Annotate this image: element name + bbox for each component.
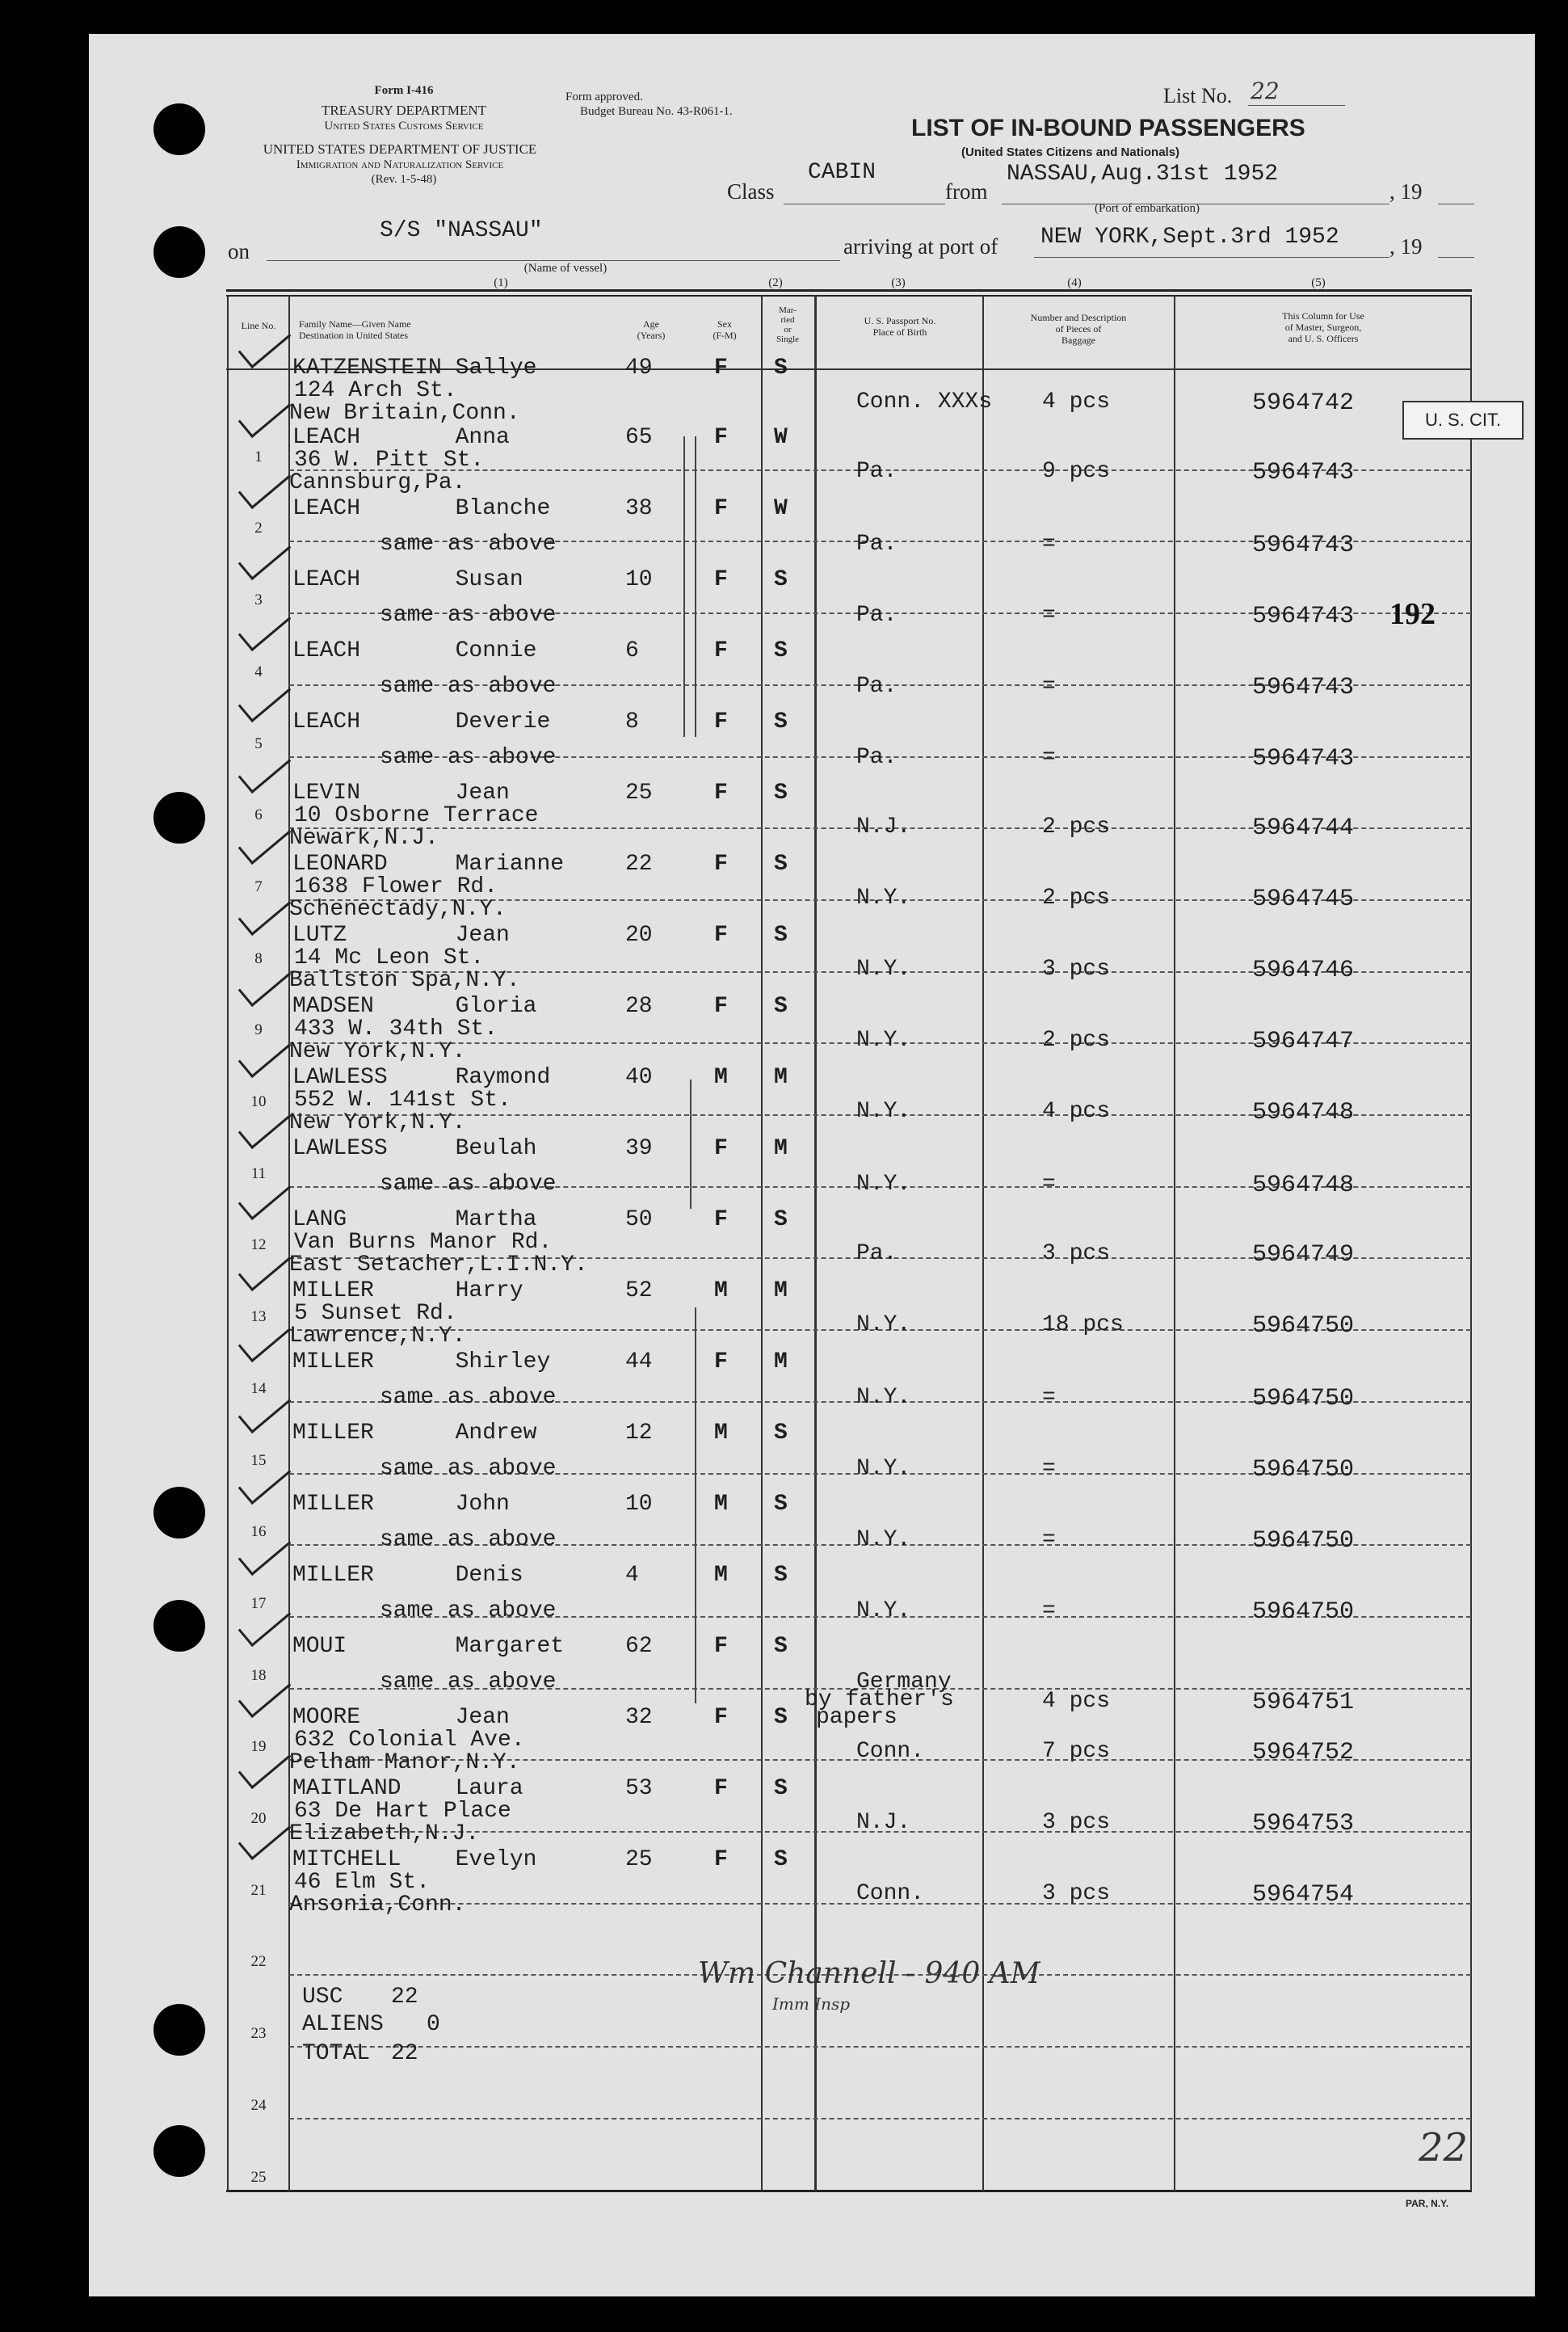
line-number: 22 <box>250 1953 267 1971</box>
passenger-sex: F <box>714 496 728 521</box>
family-bracket <box>683 436 685 737</box>
passenger-age: 52 <box>625 1278 653 1303</box>
passenger-age: 22 <box>625 852 653 877</box>
passenger-marital: M <box>774 1136 788 1161</box>
col-header-sex: Sex (F-M) <box>713 318 737 341</box>
col-num-3: (3) <box>891 276 906 289</box>
arriving-year-underline <box>1438 257 1474 258</box>
passenger-age: 49 <box>625 356 653 381</box>
col-header-name: Family Name—Given Name Destination in United States <box>299 318 411 341</box>
revision: (Rev. 1-5-48) <box>371 173 437 186</box>
punch-hole <box>153 1600 205 1652</box>
passenger-officer-number: 5964749 <box>1252 1241 1355 1269</box>
passenger-baggage: 9 pcs <box>1042 459 1111 484</box>
passenger-baggage: = <box>1042 745 1056 770</box>
passenger-birthplace: Conn. <box>856 1881 925 1906</box>
passenger-name: LEACH Deverie <box>292 709 551 735</box>
passenger-officer-number: 5964748 <box>1252 1099 1355 1126</box>
family-bracket <box>695 1307 696 1703</box>
passenger-name: MILLER Shirley <box>292 1349 551 1374</box>
passenger-baggage: = <box>1042 603 1056 628</box>
line-number: 4 <box>254 663 263 680</box>
passenger-marital: S <box>774 781 788 806</box>
passenger-birthplace: N.Y. <box>856 1385 911 1410</box>
line-number: 21 <box>250 1881 267 1899</box>
passenger-sex: M <box>714 1492 728 1517</box>
passenger-birthplace-line3: papers <box>816 1705 898 1730</box>
col-divider-right <box>1470 295 1472 2191</box>
passenger-officer-number: 5964745 <box>1252 886 1355 913</box>
passenger-marital: S <box>774 1634 788 1659</box>
passenger-address-line2: Elizabeth,N.J. <box>289 1821 480 1846</box>
passenger-birthplace: N.Y. <box>856 1028 911 1053</box>
passenger-baggage: = <box>1042 1385 1056 1410</box>
passenger-birthplace: Germany <box>856 1669 952 1694</box>
line-number: 12 <box>250 1236 267 1254</box>
passenger-sex: M <box>714 1421 728 1446</box>
passenger-officer-number: 5964750 <box>1252 1385 1355 1412</box>
passenger-baggage: = <box>1042 532 1056 557</box>
passenger-baggage: = <box>1042 1172 1056 1197</box>
line-number: 23 <box>250 2025 267 2043</box>
passenger-address-line2: New York,N.Y. <box>289 1110 466 1135</box>
col-divider-name <box>761 295 763 2191</box>
line-number: 19 <box>250 1738 267 1756</box>
passenger-name: MILLER Harry <box>292 1278 523 1303</box>
passenger-birthplace: N.Y. <box>856 1598 911 1623</box>
from-year-suffix: , 19 <box>1389 179 1423 204</box>
passenger-sex: F <box>714 1847 728 1872</box>
passenger-officer-number: 5964743 <box>1252 603 1355 630</box>
passenger-address: same as above <box>380 1385 557 1410</box>
passenger-officer-number: 5964750 <box>1252 1312 1355 1340</box>
corner-mark: 22 <box>1419 2125 1469 2170</box>
col-divider-baggage <box>1174 295 1175 2191</box>
passenger-age: 10 <box>625 1492 653 1517</box>
passenger-address-line1: 433 W. 34th St. <box>294 1017 498 1042</box>
passenger-baggage: = <box>1042 1527 1056 1552</box>
passenger-sex: F <box>714 1207 728 1232</box>
vessel-underline <box>267 260 840 261</box>
passenger-age: 39 <box>625 1136 653 1161</box>
form-approved: Form approved. <box>565 91 643 103</box>
col-divider-passport <box>982 295 984 2191</box>
passenger-sex: F <box>714 638 728 663</box>
col-header-baggage: Number and Description of Pieces of Baggage <box>1030 312 1127 346</box>
usc-label: USC <box>302 1985 343 2010</box>
line-number: 6 <box>254 806 263 824</box>
arriving-underline <box>1034 257 1389 258</box>
passenger-age: 62 <box>625 1634 653 1659</box>
passenger-sex: F <box>714 1349 728 1374</box>
passenger-officer-number: 5964743 <box>1252 532 1355 559</box>
passenger-sex: F <box>714 425 728 450</box>
passenger-birthplace: N.Y. <box>856 1527 911 1552</box>
list-no-value: 22 <box>1251 78 1280 104</box>
passenger-sex: F <box>714 923 728 948</box>
officer-signature: Wm Channell - 940 AM <box>698 1957 1040 1990</box>
table-top-border <box>226 289 1472 292</box>
col-header-line-no: Line No. <box>241 320 276 331</box>
punch-hole <box>153 226 205 278</box>
passenger-address-line1: 5 Sunset Rd. <box>294 1301 457 1326</box>
passenger-birthplace: N.Y. <box>856 1456 911 1481</box>
passenger-birthplace: N.Y. <box>856 886 911 911</box>
passenger-birthplace: Conn. <box>856 1739 925 1764</box>
passenger-marital: S <box>774 1563 788 1588</box>
col-header-officers: This Column for Use of Master, Surgeon, and U. S. Officers <box>1282 310 1364 344</box>
passenger-name: MOORE Jean <box>292 1705 510 1730</box>
passenger-baggage: 2 pcs <box>1042 815 1111 840</box>
passenger-baggage: = <box>1042 1456 1056 1481</box>
passenger-age: 12 <box>625 1421 653 1446</box>
punch-hole <box>153 103 205 155</box>
punch-hole <box>153 1487 205 1539</box>
passenger-address-line2: Ballston Spa,N.Y. <box>289 968 520 993</box>
passenger-birthplace: N.Y. <box>856 1172 911 1197</box>
passenger-address-line1: Van Burns Manor Rd. <box>294 1230 553 1255</box>
passenger-name: MADSEN Gloria <box>292 994 537 1019</box>
passenger-birthplace-line2: by father's <box>805 1687 954 1712</box>
passenger-age: 44 <box>625 1349 653 1374</box>
class-value: CABIN <box>808 160 876 185</box>
col-divider-left <box>227 295 229 2191</box>
passenger-baggage: 3 pcs <box>1042 1881 1111 1906</box>
passenger-name: LEACH Connie <box>292 638 537 663</box>
port-note: (Port of embarkation) <box>1095 202 1200 215</box>
passenger-age: 4 <box>625 1563 639 1588</box>
passenger-sex: F <box>714 1136 728 1161</box>
passenger-address: same as above <box>380 1598 557 1623</box>
passenger-marital: S <box>774 852 788 877</box>
passenger-marital: S <box>774 1847 788 1872</box>
passenger-age: 50 <box>625 1207 653 1232</box>
passenger-age: 25 <box>625 781 653 806</box>
budget-bureau: Budget Bureau No. 43-R061-1. <box>580 105 733 118</box>
passenger-sex: F <box>714 781 728 806</box>
passenger-birthplace: Pa. <box>856 459 898 484</box>
passenger-name: LEACH Blanche <box>292 496 551 521</box>
line-number: 14 <box>250 1379 267 1397</box>
table-top-border-inner <box>226 295 1472 297</box>
officer-title: Imm Insp <box>772 1994 851 2014</box>
passenger-marital: S <box>774 567 788 592</box>
passenger-baggage: = <box>1042 1598 1056 1623</box>
arriving-year-suffix: , 19 <box>1389 234 1423 259</box>
from-value: NASSAU,Aug.31st 1952 <box>1007 162 1279 187</box>
line-number: 8 <box>254 949 263 967</box>
passenger-birthplace: Pa. <box>856 745 898 770</box>
passenger-birthplace: N.Y. <box>856 957 911 982</box>
passenger-age: 8 <box>625 709 639 735</box>
passenger-sex: F <box>714 852 728 877</box>
passenger-sex: F <box>714 1634 728 1659</box>
passenger-birthplace: N.J. <box>856 815 911 840</box>
passenger-name: MILLER Denis <box>292 1563 523 1588</box>
passenger-marital: M <box>774 1065 788 1090</box>
passenger-baggage: 4 pcs <box>1042 1689 1111 1714</box>
passenger-address-line2: Schenectady,N.Y. <box>289 897 507 922</box>
punch-hole <box>153 792 205 844</box>
footer-mark: PAR, N.Y. <box>1406 2198 1449 2209</box>
passenger-officer-number: 5964748 <box>1252 1172 1355 1199</box>
passenger-officer-number: 5964747 <box>1252 1028 1355 1055</box>
passenger-sex: F <box>714 567 728 592</box>
passenger-age: 28 <box>625 994 653 1019</box>
passenger-birthplace: N.Y. <box>856 1099 911 1124</box>
passenger-baggage: 3 pcs <box>1042 1810 1111 1835</box>
passenger-birthplace: N.J. <box>856 1810 911 1835</box>
passenger-address-line1: 632 Colonial Ave. <box>294 1728 525 1753</box>
passenger-sex: M <box>714 1065 728 1090</box>
family-bracket <box>695 436 696 737</box>
passenger-officer-number: 5964744 <box>1252 815 1355 842</box>
passenger-age: 25 <box>625 1847 653 1872</box>
passenger-sex: F <box>714 994 728 1019</box>
arriving-value: NEW YORK,Sept.3rd 1952 <box>1040 225 1339 250</box>
passenger-sex: F <box>714 709 728 735</box>
passenger-marital: W <box>774 496 788 521</box>
col-num-4: (4) <box>1067 276 1082 289</box>
ins-service: Immigration and Naturalization Service <box>296 158 504 171</box>
passenger-birthplace: Conn. XXXs <box>856 389 993 415</box>
passenger-sex: M <box>714 1563 728 1588</box>
passenger-address-line1: 36 W. Pitt St. <box>294 448 485 473</box>
page-title: LIST OF IN-BOUND PASSENGERS <box>911 115 1305 141</box>
passenger-officer-number: 5964742 <box>1252 389 1355 417</box>
arriving-label: arriving at port of <box>843 234 998 259</box>
treasury-dept: TREASURY DEPARTMENT <box>321 103 487 118</box>
usc-value: 22 <box>391 1985 418 2010</box>
customs-service: United States Customs Service <box>324 120 484 133</box>
line-number: 20 <box>250 1810 267 1827</box>
passenger-age: 6 <box>625 638 639 663</box>
passenger-marital: M <box>774 1278 788 1303</box>
passenger-officer-number: 5964751 <box>1252 1689 1355 1716</box>
line-number: 9 <box>254 1021 263 1039</box>
passenger-marital: S <box>774 709 788 735</box>
passenger-baggage: 2 pcs <box>1042 1028 1111 1053</box>
passenger-officer-number: 5964750 <box>1252 1456 1355 1484</box>
passenger-baggage: 7 pcs <box>1042 1739 1111 1764</box>
passenger-name: MILLER Andrew <box>292 1421 537 1446</box>
passenger-name: LUTZ Jean <box>292 923 510 948</box>
passenger-baggage: = <box>1042 674 1056 699</box>
line-number: 11 <box>250 1164 267 1182</box>
passenger-address: same as above <box>380 1669 557 1694</box>
passenger-marital: S <box>774 923 788 948</box>
passenger-address-line2: Cannsburg,Pa. <box>289 470 466 495</box>
col-header-married: Mar- ried or Single <box>776 305 800 344</box>
col-num-5: (5) <box>1311 276 1326 289</box>
page-subtitle: (United States Citizens and Nationals) <box>961 145 1180 159</box>
col-header-passport: U. S. Passport No. Place of Birth <box>864 315 936 338</box>
passenger-sex: F <box>714 356 728 381</box>
passenger-officer-number: 5964754 <box>1252 1881 1355 1909</box>
passenger-address-line2: East Setacher,L.I.N.Y. <box>289 1252 588 1278</box>
passenger-age: 40 <box>625 1065 653 1090</box>
passenger-age: 32 <box>625 1705 653 1730</box>
passenger-address: same as above <box>380 1527 557 1552</box>
line-number: 24 <box>250 2096 267 2114</box>
col-num-1: (1) <box>494 276 508 289</box>
passenger-marital: S <box>774 1492 788 1517</box>
line-number: 13 <box>250 1308 267 1326</box>
passenger-officer-number: 5964743 <box>1252 459 1355 486</box>
passenger-baggage: 4 pcs <box>1042 389 1111 415</box>
punch-hole <box>153 2125 205 2177</box>
aliens-label: ALIENS <box>302 2012 384 2037</box>
passenger-officer-number: 5964750 <box>1252 1598 1355 1626</box>
passenger-name: MAITLAND Laura <box>292 1776 523 1801</box>
passenger-name: LEVIN Jean <box>292 781 510 806</box>
margin-number: 192 <box>1389 597 1436 631</box>
passenger-officer-number: 5964743 <box>1252 674 1355 701</box>
total-value: 22 <box>391 2041 418 2066</box>
passenger-name: MILLER John <box>292 1492 510 1517</box>
aliens-value: 0 <box>427 2012 440 2037</box>
passenger-name: LAWLESS Raymond <box>292 1065 551 1090</box>
passenger-name: LAWLESS Beulah <box>292 1136 537 1161</box>
passenger-name: KATZENSTEIN Sallye <box>292 356 537 381</box>
vessel-note: (Name of vessel) <box>523 262 607 275</box>
justice-dept: UNITED STATES DEPARTMENT OF JUSTICE <box>263 141 537 157</box>
passenger-officer-number: 5964752 <box>1252 1739 1355 1766</box>
line-number: 2 <box>254 520 263 537</box>
passenger-age: 38 <box>625 496 653 521</box>
passenger-age: 53 <box>625 1776 653 1801</box>
passenger-baggage: 18 pcs <box>1042 1312 1124 1337</box>
passenger-officer-number: 5964743 <box>1252 745 1355 772</box>
line-number: 18 <box>250 1666 267 1684</box>
list-no-label: List No. <box>1163 84 1233 107</box>
passenger-marital: W <box>774 425 788 450</box>
passenger-birthplace: Pa. <box>856 1241 898 1266</box>
on-label: on <box>228 239 250 263</box>
total-label: TOTAL <box>302 2041 371 2066</box>
passenger-marital: S <box>774 638 788 663</box>
passenger-name: LANG Martha <box>292 1207 537 1232</box>
row-rule <box>289 2118 1471 2119</box>
punch-hole <box>153 2004 205 2056</box>
passenger-birthplace: N.Y. <box>856 1312 911 1337</box>
line-number: 7 <box>254 878 263 895</box>
passenger-address: same as above <box>380 603 557 628</box>
line-number: 1 <box>254 448 263 465</box>
passenger-address: same as above <box>380 532 557 557</box>
row-rule <box>289 2046 1471 2048</box>
passenger-marital: M <box>774 1349 788 1374</box>
passenger-age: 10 <box>625 567 653 592</box>
passenger-address-line1: 63 De Hart Place <box>294 1799 511 1824</box>
passenger-marital: S <box>774 1207 788 1232</box>
passenger-address-line2: Lawrence,N.Y. <box>289 1324 466 1349</box>
passenger-officer-number: 5964753 <box>1252 1810 1355 1837</box>
passenger-name: MITCHELL Evelyn <box>292 1847 537 1872</box>
col-header-age: Age (Years) <box>637 318 666 341</box>
passenger-marital: S <box>774 994 788 1019</box>
passenger-birthplace: Pa. <box>856 603 898 628</box>
from-label: from <box>945 179 988 204</box>
passenger-address-line1: 124 Arch St. <box>294 378 457 403</box>
passenger-address-line1: 14 Mc Leon St. <box>294 945 485 970</box>
passenger-birthplace: Pa. <box>856 674 898 699</box>
passenger-address-line2: Newark,N.J. <box>289 826 439 851</box>
passenger-address: same as above <box>380 1172 557 1197</box>
class-label: Class <box>727 179 775 204</box>
passenger-address-line2: New Britain,Conn. <box>289 401 520 426</box>
passenger-marital: S <box>774 1705 788 1730</box>
passenger-age: 20 <box>625 923 653 948</box>
passenger-name: LEONARD Marianne <box>292 852 565 877</box>
line-number: 10 <box>250 1093 267 1110</box>
line-number: 3 <box>254 591 263 609</box>
us-cit-stamp: U. S. CIT. <box>1402 401 1524 440</box>
passenger-baggage: 4 pcs <box>1042 1099 1111 1124</box>
passenger-address: same as above <box>380 674 557 699</box>
col-divider-married-double <box>816 295 817 2191</box>
passenger-marital: S <box>774 1776 788 1801</box>
passenger-officer-number: 5964746 <box>1252 957 1355 984</box>
passenger-marital: S <box>774 1421 788 1446</box>
list-no-underline <box>1248 105 1345 106</box>
passenger-address: same as above <box>380 745 557 770</box>
passenger-sex: M <box>714 1278 728 1303</box>
passenger-sex: F <box>714 1776 728 1801</box>
line-number: 5 <box>254 735 263 752</box>
passenger-birthplace: Pa. <box>856 532 898 557</box>
passenger-address-line1: 1638 Flower Rd. <box>294 874 498 899</box>
passenger-marital: S <box>774 356 788 381</box>
form-number: Form I-416 <box>374 84 434 97</box>
col-num-2: (2) <box>768 276 783 289</box>
passenger-baggage: 2 pcs <box>1042 886 1111 911</box>
passenger-name: MOUI Margaret <box>292 1634 565 1659</box>
line-number: 16 <box>250 1523 267 1541</box>
passenger-officer-number: 5964750 <box>1252 1527 1355 1555</box>
passenger-name: LEACH Susan <box>292 567 523 592</box>
passenger-age: 65 <box>625 425 653 450</box>
passenger-address-line1: 46 Elm St. <box>294 1870 431 1895</box>
passenger-sex: F <box>714 1705 728 1730</box>
passenger-address: same as above <box>380 1456 557 1481</box>
passenger-address-line2: Ansonia,Conn. <box>289 1892 466 1917</box>
passenger-address-line1: 552 W. 141st St. <box>294 1088 511 1113</box>
table-bottom-border <box>226 2190 1472 2192</box>
line-number: 25 <box>250 2168 267 2186</box>
passenger-baggage: 3 pcs <box>1042 957 1111 982</box>
passenger-baggage: 3 pcs <box>1042 1241 1111 1266</box>
line-number: 17 <box>250 1594 267 1612</box>
passenger-address-line2: New York,N.Y. <box>289 1039 466 1064</box>
vessel-name: S/S "NASSAU" <box>380 218 543 243</box>
passenger-address-line2: Pelham Manor,N.Y. <box>289 1750 520 1775</box>
line-number: 15 <box>250 1451 267 1469</box>
passenger-name: LEACH Anna <box>292 425 510 450</box>
passenger-address-line1: 10 Osborne Terrace <box>294 803 539 828</box>
family-bracket <box>690 1080 692 1209</box>
